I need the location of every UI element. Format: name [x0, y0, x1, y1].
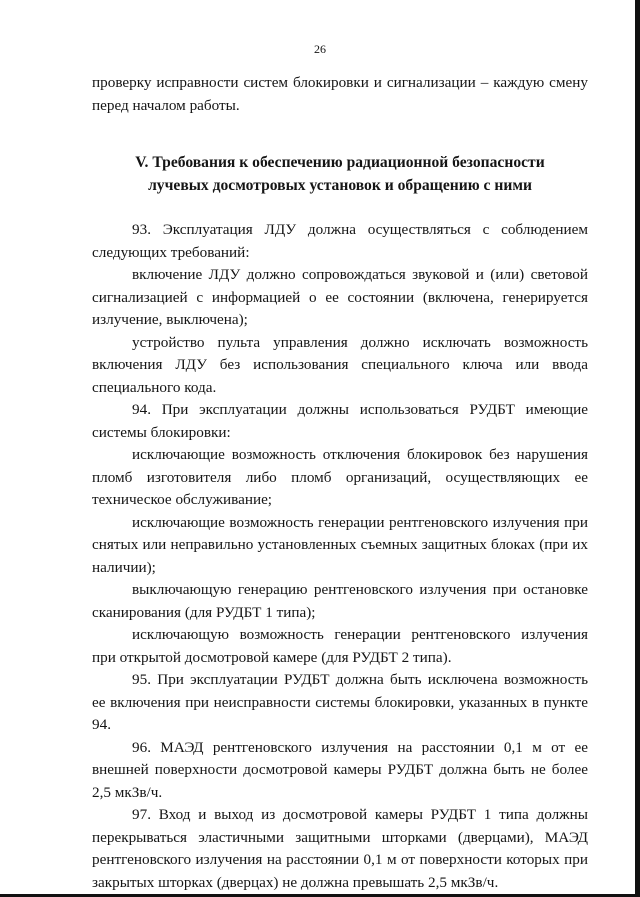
paragraph-93: 93. Эксплуатация ЛДУ должна осуществляться с соблюдением следующих требований:	[92, 221, 588, 261]
paragraph-95: 95. При эксплуатации РУДБТ должна быть исключена возможность ее включения при неисправности системы блокировки, указанных в пункте 94.	[92, 671, 588, 733]
scan-edge-right	[635, 0, 640, 897]
paragraph-97: 97. Вход и выход из досмотровой камеры РУДБТ 1 типа должны перекрываться эластичными защитными шторками (дверцами), МАЭД рентгеновского излучения на расстоянии 0,1 м от поверхности которых при закрытых шторках (дверцах) не должна превышать 2,5 мкЗв/ч.	[92, 806, 588, 891]
paragraph-94-item-1: исключающие возможность отключения блокировок без нарушения пломб изготовителя либо пломб организаций, осуществляющих ее техническое обслуживание;	[92, 446, 588, 508]
document-body	[92, 72, 588, 894]
page-number: 26	[314, 42, 326, 56]
paragraph-94-item-3: выключающую генерацию рентгеновского излучения при остановке сканирования (для РУДБТ 1 типа);	[92, 581, 588, 621]
paragraph-93-item-2: устройство пульта управления должно исключать возможность включения ЛДУ без использования специального ключа или ввода специального кода.	[92, 333, 588, 396]
paragraph-94: 94. При эксплуатации должны использоваться РУДБТ имеющие системы блокировки:	[92, 401, 588, 441]
section-title-line-1: V. Требования к обеспечению радиационной безопасности	[135, 154, 545, 171]
paragraph-94-item-2: исключающие возможность генерации рентгеновского излучения при снятых или неправильно установленных съемных защитных блоках (при их наличии);	[92, 513, 588, 576]
paragraph-96: 96. МАЭД рентгеновского излучения на расстоянии 0,1 м от ее внешней поверхности досмотровой камеры РУДБТ должна быть не более 2,5 мкЗв/ч.	[92, 738, 588, 801]
intro-paragraph: проверку исправности систем блокировки и сигнализации – каждую смену перед началом работы.	[92, 74, 588, 114]
paragraph-94-item-4: исключающую возможность генерации рентгеновского излучения при открытой досмотровой камере (для РУДБТ 2 типа).	[92, 626, 588, 666]
section-title	[92, 151, 588, 197]
section-title-line-2: лучевых досмотровых установок и обращению с ними	[148, 177, 532, 194]
paragraph-93-item-1: включение ЛДУ должно сопровождаться звуковой и (или) световой сигнализацией с информацией о ее состоянии (включена, генерируется излучение, выключена);	[92, 266, 588, 328]
